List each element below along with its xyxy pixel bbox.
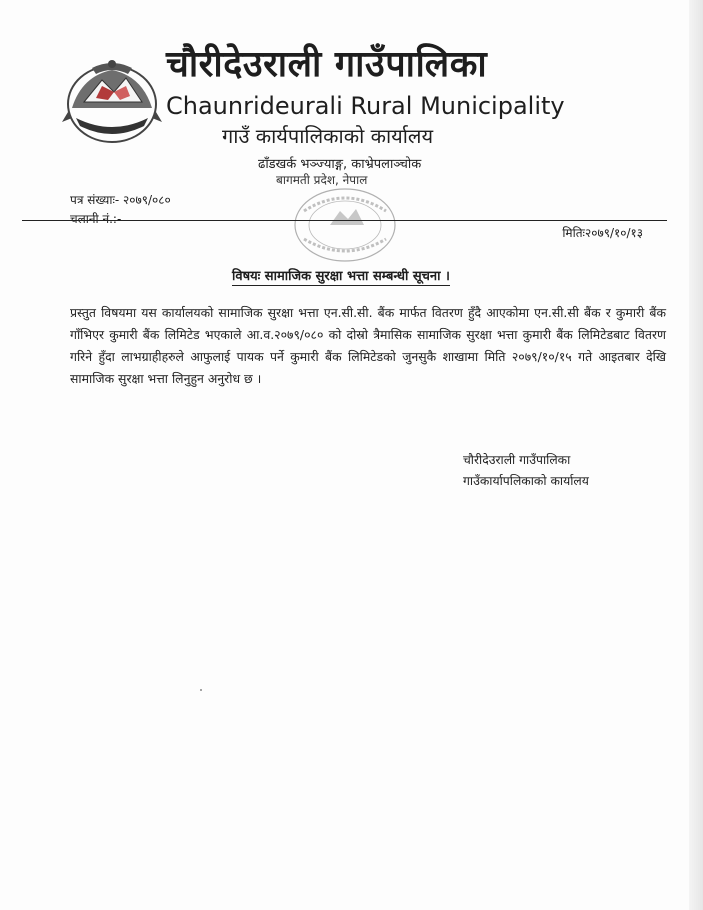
official-stamp-icon bbox=[290, 185, 400, 265]
office-name: गाउँ कार्यपालिकाको कार्यालय bbox=[222, 124, 434, 148]
scan-speck bbox=[200, 689, 202, 691]
municipality-name-nepali: चौरीदेउराली गाउँपालिका bbox=[166, 44, 488, 85]
dispatch-number: चलानी नं.:- bbox=[70, 212, 122, 226]
header-divider bbox=[22, 220, 667, 221]
address-line-1: ढाँडखर्क भञ्ज्याङ्ग, काभ्रेपलाञ्चोक bbox=[258, 157, 422, 172]
page-edge bbox=[689, 0, 703, 910]
letter-number: पत्र संख्याः- २०७९/०८० bbox=[70, 193, 171, 207]
municipality-name-english: Chaunrideurali Rural Municipality bbox=[166, 92, 565, 120]
signature-block bbox=[463, 450, 589, 492]
letter-date: मितिः२०७९/१०/१३ bbox=[562, 226, 643, 240]
notice-body: प्रस्तुत विषयमा यस कार्यालयको सामाजिक सुरक्षा भत्ता एन.सी.सी. बैंक मार्फत वितरण हुँदै आएकोमा एन.सी.सी बैंक र कुमारी बैंक गाँभिएर कुमारी बैंक लिमिटेड भएकाले आ.व.२०७९/०८० को दोस्रो त्रैमासिक सामाजिक सुरक्षा भत्ता कुमारी बैंक लिमिटेडबाट वितरण गरिने हुँदा लाभग्राहीहरुले आफुलाई पायक पर्ने कुमारी बैंक लिमिटेडको जुनसुकै शाखामा मिति २०७९/१०/१५ गते आइतबार देखि सामाजिक सुरक्षा भत्ता लिनुहुन अनुरोध छ । bbox=[70, 305, 666, 386]
signature-line-office: गाउँकार्यापलिकाको कार्यालय bbox=[463, 474, 589, 488]
subject-line: विषयः सामाजिक सुरक्षा भत्ता सम्बन्धी सूचना । bbox=[232, 266, 450, 286]
government-emblem-logo bbox=[62, 56, 162, 148]
address-line-2: बागमती प्रदेश, नेपाल bbox=[276, 173, 368, 187]
signature-line-municipality: चौरीदेउराली गाउँपालिका bbox=[463, 453, 571, 467]
